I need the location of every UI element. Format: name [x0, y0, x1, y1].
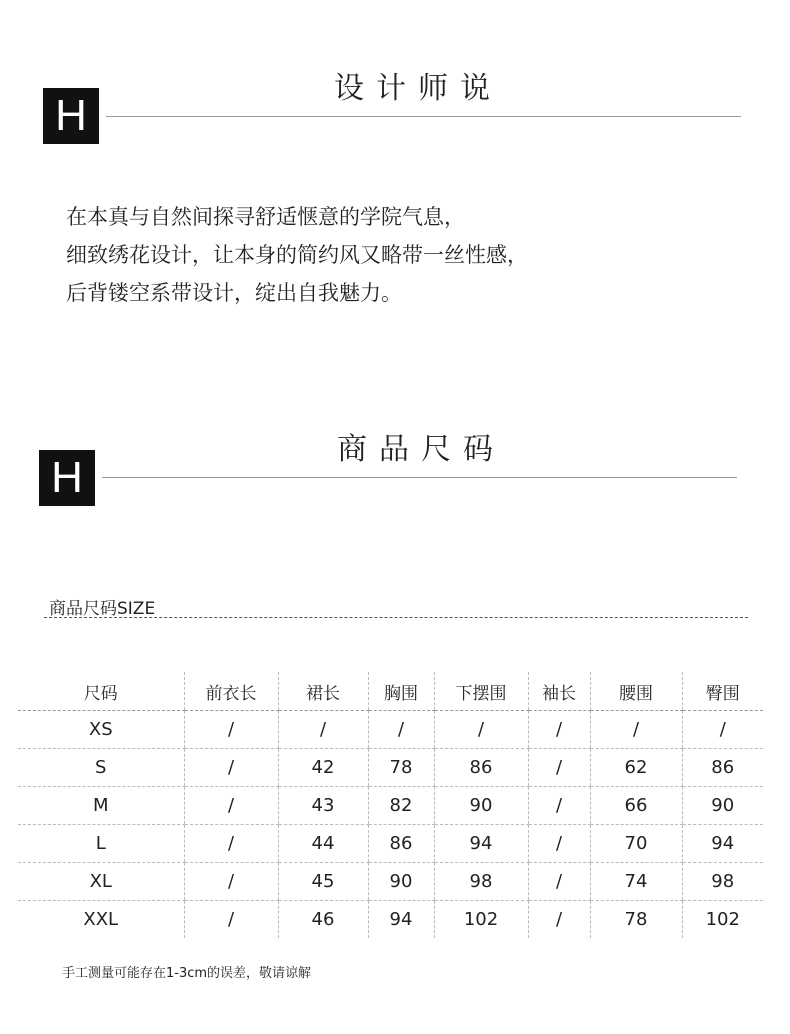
table-row: [18, 901, 763, 939]
cell-size: S: [18, 749, 184, 787]
intro-line: 后背镂空系带设计，绽出自我魅力。: [66, 281, 402, 305]
cell-size: M: [18, 787, 184, 825]
header-skirt-length: 裙长: [278, 672, 368, 711]
table-row: [18, 749, 763, 787]
table-cell: 90: [682, 787, 763, 825]
table-cell: 102: [434, 901, 528, 939]
table-cell: /: [184, 825, 278, 863]
table-cell: /: [184, 901, 278, 939]
table-cell: /: [278, 711, 368, 749]
table-cell: 46: [278, 901, 368, 939]
section-badge: H: [43, 88, 99, 144]
table-cell: 90: [434, 787, 528, 825]
table-cell: /: [184, 863, 278, 901]
table-cell: 74: [590, 863, 682, 901]
table-cell: 78: [368, 749, 434, 787]
table-cell: 86: [368, 825, 434, 863]
table-cell: /: [590, 711, 682, 749]
section-divider: [106, 116, 741, 117]
cell-size: XS: [18, 711, 184, 749]
section-badge: H: [39, 450, 95, 506]
table-cell: 98: [682, 863, 763, 901]
table-cell: 44: [278, 825, 368, 863]
section-title-size: 商品尺码: [337, 432, 505, 467]
table-cell: 66: [590, 787, 682, 825]
table-cell: 82: [368, 787, 434, 825]
table-cell: /: [682, 711, 763, 749]
intro-line: 细致绣花设计，让本身的简约风又略带一丝性感，: [66, 243, 528, 267]
table-cell: /: [528, 749, 590, 787]
table-cell: 43: [278, 787, 368, 825]
table-cell: 102: [682, 901, 763, 939]
intro-line: 在本真与自然间探寻舒适惬意的学院气息，: [66, 205, 465, 229]
table-cell: 94: [434, 825, 528, 863]
table-cell: 78: [590, 901, 682, 939]
section-divider: [102, 477, 737, 478]
table-cell: /: [528, 787, 590, 825]
header-hem: 下摆围: [434, 672, 528, 711]
table-row: [18, 787, 763, 825]
header-size: 尺码: [18, 672, 184, 711]
cell-size: XXL: [83, 909, 119, 930]
size-label-divider: [44, 617, 748, 618]
header-front-length: 前衣长: [184, 672, 278, 711]
table-cell: 42: [278, 749, 368, 787]
table-cell: 70: [590, 825, 682, 863]
table-cell: /: [368, 711, 434, 749]
table-cell: /: [434, 711, 528, 749]
table-cell: 45: [278, 863, 368, 901]
table-cell: 62: [590, 749, 682, 787]
section-title-designer: 设计师说: [334, 71, 502, 106]
measurement-note: 手工测量可能存在1-3cm的误差，敬请谅解: [62, 966, 312, 981]
table-cell: 94: [682, 825, 763, 863]
size-table-label: 商品尺码SIZE: [49, 599, 156, 619]
cell-size: L: [18, 825, 184, 863]
table-header-row: [18, 672, 763, 711]
table-row: [18, 825, 763, 863]
table-cell: 94: [368, 901, 434, 939]
table-cell: /: [184, 749, 278, 787]
table-cell: /: [528, 825, 590, 863]
table-cell: /: [184, 787, 278, 825]
table-row: [18, 711, 763, 749]
cell-size: XL: [18, 863, 184, 901]
header-hip: 臀围: [682, 672, 763, 711]
table-cell: /: [528, 901, 590, 939]
table-cell: 86: [682, 749, 763, 787]
table-row: [18, 863, 763, 901]
size-table: [18, 672, 763, 938]
header-bust: 胸围: [368, 672, 434, 711]
header-waist: 腰围: [590, 672, 682, 711]
table-cell: /: [528, 863, 590, 901]
table-cell: /: [528, 711, 590, 749]
table-cell: 98: [434, 863, 528, 901]
table-cell: 90: [368, 863, 434, 901]
table-cell: 86: [434, 749, 528, 787]
table-cell: /: [184, 711, 278, 749]
header-sleeve: 袖长: [528, 672, 590, 711]
intro-text: [66, 198, 528, 312]
